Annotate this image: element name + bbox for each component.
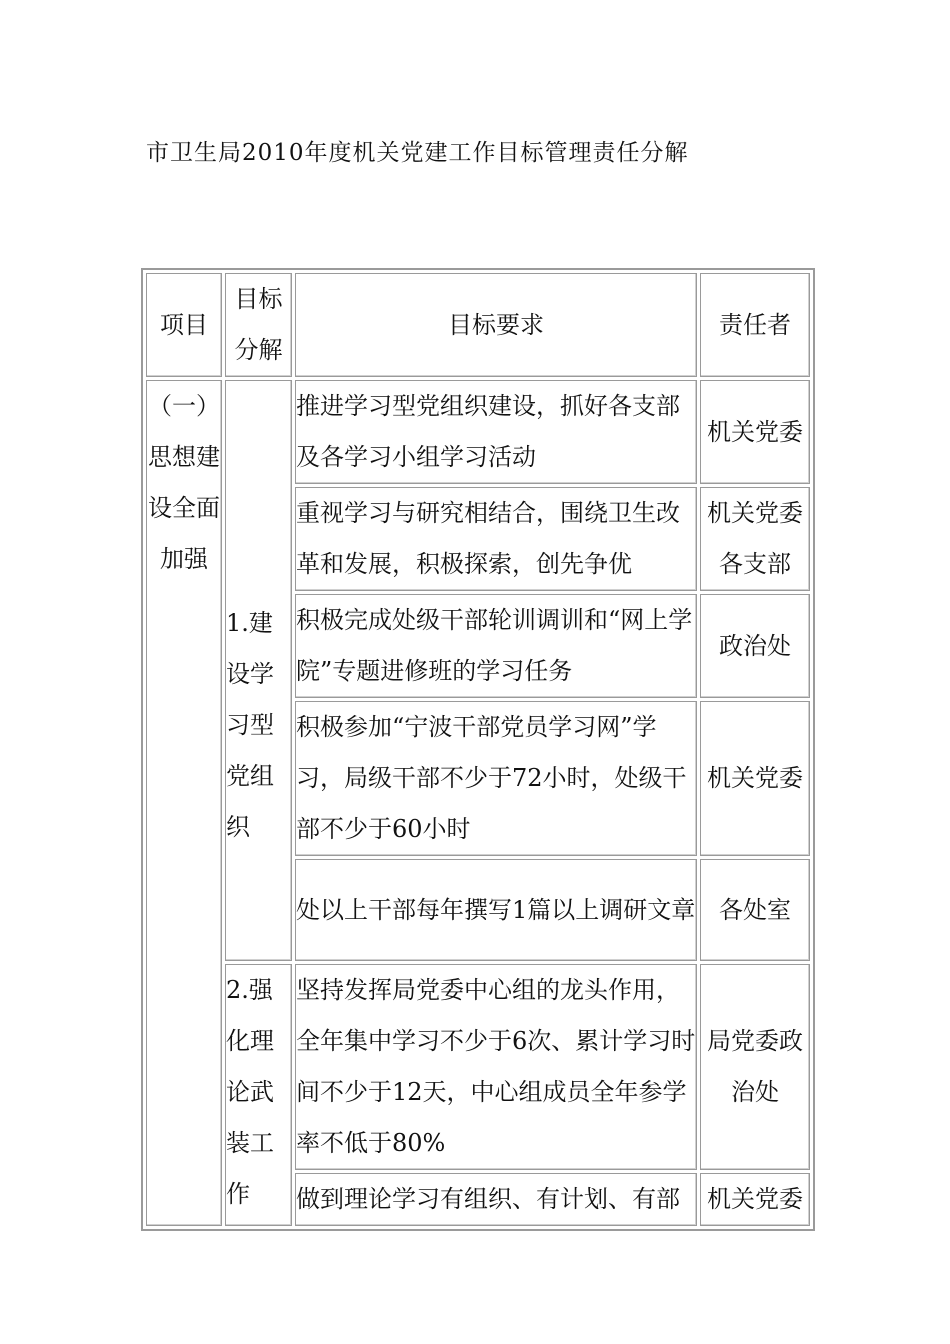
requirement-cell: 积极参加“宁波干部党员学习网”学习，局级干部不少于72小时，处级干部不少于60小时 [295,701,697,856]
header-responsible: 责任者 [700,273,810,377]
requirement-cell: 推进学习型党组织建设，抓好各支部及各学习小组学习活动 [295,380,697,484]
responsible-cell: 局党委政治处 [700,964,810,1170]
sub-goal-cell: 1.建设学习型党组织 [225,380,292,961]
requirement-cell: 重视学习与研究相结合，围绕卫生改革和发展，积极探索，创先争优 [295,487,697,591]
header-requirement: 目标要求 [295,273,697,377]
requirement-cell: 积极完成处级干部轮训调训和“网上学院”专题进修班的学习任务 [295,594,697,698]
table-row [146,380,810,484]
sub-goal-cell: 2.强化理论武装工作 [225,964,292,1226]
requirement-cell: 坚持发挥局党委中心组的龙头作用，全年集中学习不少于6次、累计学习时间不少于12天，中心组成员全年参学率不低于80% [295,964,697,1170]
project-cell: （一）思想建设全面加强 [146,380,222,1226]
responsible-cell: 各处室 [700,859,810,961]
responsibility-table [141,268,815,1231]
responsible-cell: 机关党委各支部 [700,487,810,591]
table-row [146,964,810,1170]
requirement-cell: 处以上干部每年撰写1篇以上调研文章 [295,859,697,961]
requirement-cell: 做到理论学习有组织、有计划、有部 [295,1173,697,1226]
responsible-cell: 政治处 [700,594,810,698]
header-breakdown: 目标分解 [225,273,292,377]
responsible-cell: 机关党委 [700,1173,810,1226]
header-project: 项目 [146,273,222,377]
responsible-cell: 机关党委 [700,701,810,856]
document-title: 市卫生局2010年度机关党建工作目标管理责任分解 [146,140,689,166]
responsible-cell: 机关党委 [700,380,810,484]
table-header-row [146,273,810,377]
